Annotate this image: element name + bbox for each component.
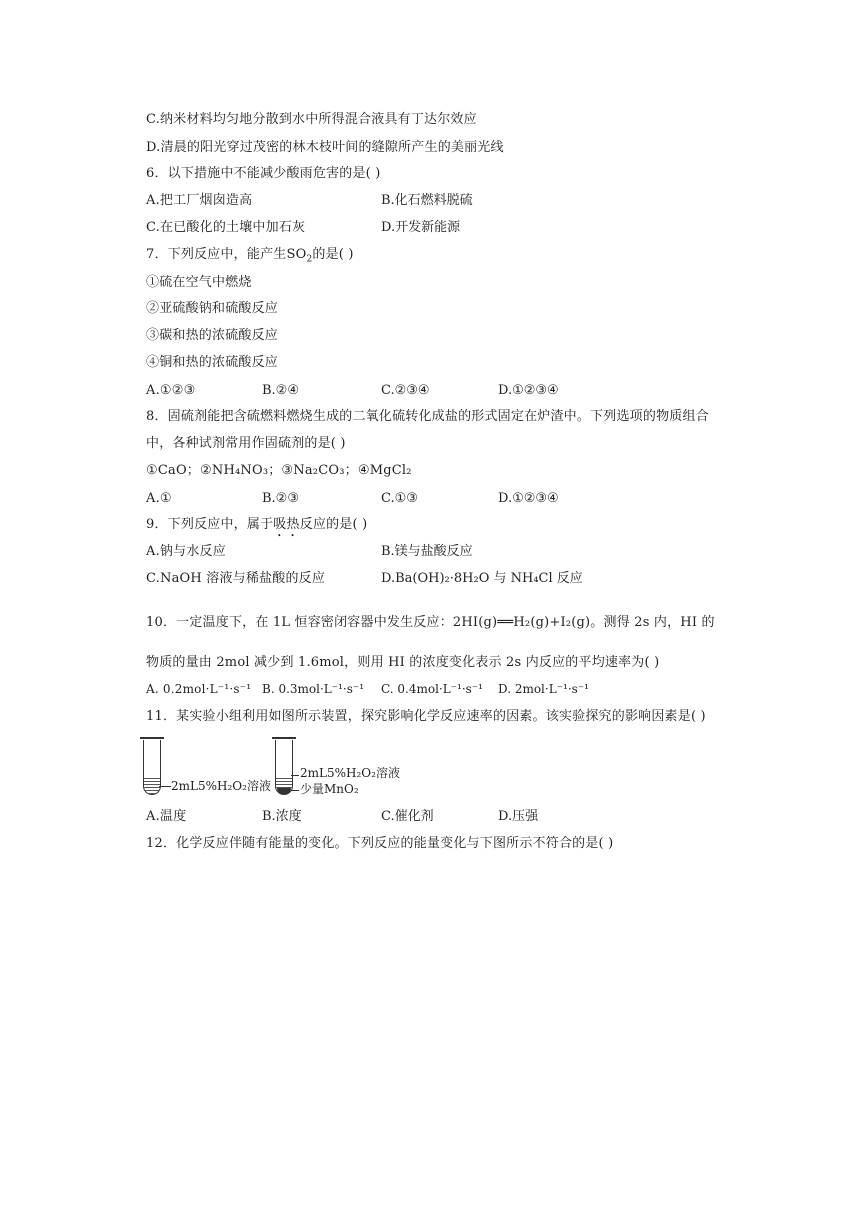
q8-option-b: B.②③ [262, 491, 299, 506]
test-tube-2-leader-1 [291, 775, 299, 776]
q6-option-c: C.在已酸化的土壤中加石灰 [146, 220, 306, 235]
q10-option-b: B. 0.3mol·L⁻¹·s⁻¹ [262, 682, 365, 696]
q9-option-d: D.Ba(OH)₂·8H₂O 与 NH₄Cl 反应 [381, 571, 583, 586]
q9-stem-post: 反应的是( ) [299, 517, 368, 532]
test-tube-1-rim [140, 737, 164, 739]
test-tube-1-label: 2mL5%H₂O₂溶液 [171, 779, 271, 793]
q9-option-c: C.NaOH 溶液与稀盐酸的反应 [146, 571, 326, 586]
q7-item-1: ①硫在空气中燃烧 [146, 275, 252, 290]
q7-stem-sub: 2 [306, 254, 313, 265]
test-tube-1-leader [159, 786, 171, 787]
q12-stem: 12．化学反应伴随有能量的变化。下列反应的能量变化与下图所示不符合的是( ) [146, 836, 614, 851]
test-tube-2-label-2: 少量MnO₂ [300, 782, 359, 796]
q9-stem-pre: 9．下列反应中，属于 [146, 517, 274, 532]
q11-option-d: D.压强 [498, 809, 539, 824]
q5-option-d: D.清晨的阳光穿过茂密的林木枝叶间的缝隙所产生的美丽光线 [146, 140, 504, 155]
q8-option-c: C.①③ [381, 491, 418, 506]
q11-option-c: C.催化剂 [381, 809, 434, 824]
q11-option-b: B.浓度 [262, 809, 302, 824]
q8-stem-line2: 中，各种试剂常用作固硫剂的是( ) [146, 436, 346, 451]
q10-option-d: D. 2mol·L⁻¹·s⁻¹ [498, 682, 589, 696]
q7-item-2: ②亚硫酸钠和硫酸反应 [146, 301, 279, 316]
q7-option-c: C.②③④ [381, 383, 430, 398]
test-tube-2-rim [272, 737, 296, 739]
test-tube-2-leader-2 [291, 790, 299, 791]
q10-stem-line2: 物质的量由 2mol 减少到 1.6mol，则用 HI 的浓度变化表示 2s 内反应的平均速率为( ) [146, 655, 660, 670]
q11-option-a: A.温度 [146, 809, 187, 824]
q7-option-a: A.①②③ [146, 383, 196, 398]
q7-stem-post: 的是( ) [312, 247, 354, 262]
q9-option-a: A.钠与水反应 [146, 544, 226, 559]
test-tube-2 [275, 740, 293, 795]
q7-option-b: B.②④ [262, 383, 299, 398]
q7-item-3: ③碳和热的浓硫酸反应 [146, 328, 279, 343]
q8-reagents: ①CaO；②NH₄NO₃；③Na₂CO₃；④MgCl₂ [146, 463, 412, 478]
test-tube-1-liquid [144, 778, 160, 794]
q7-stem [146, 246, 354, 269]
q7-option-d: D.①②③④ [498, 383, 559, 398]
q10-stem-line1: 10．一定温度下，在 1L 恒容密闭容器中发生反应：2HI(g)══H₂(g)+I₂(g)。测得 2s 内，HI 的 [146, 615, 715, 630]
q11-stem: 11．某实验小组利用如图所示装置，探究影响化学反应速率的因素。该实验探究的影响因素是( ) [146, 709, 706, 724]
q6-option-b: B.化石燃料脱硫 [381, 193, 473, 208]
test-tube-2-mno2 [277, 788, 291, 794]
q10-option-c: C. 0.4mol·L⁻¹·s⁻¹ [381, 682, 483, 696]
q6-option-a: A.把工厂烟囱造高 [146, 193, 253, 208]
q5-option-c: C.纳米材料均匀地分散到水中所得混合液具有丁达尔效应 [146, 112, 477, 127]
q9-stem-emphasis: 吸热 [273, 517, 300, 532]
q7-item-4: ④铜和热的浓硫酸反应 [146, 355, 279, 370]
q8-option-d: D.①②③④ [498, 491, 559, 506]
q9-option-b: B.镁与盐酸反应 [381, 544, 473, 559]
q8-stem-line1: 8．固硫剂能把含硫燃料燃烧生成的二氧化硫转化成盐的形式固定在炉渣中。下列选项的物质组合 [146, 409, 709, 424]
q8-option-a: A.① [146, 491, 172, 506]
q10-option-a: A. 0.2mol·L⁻¹·s⁻¹ [146, 682, 252, 696]
q6-stem: 6．以下措施中不能减少酸雨危害的是( ) [146, 166, 381, 181]
test-tube-2-label-1: 2mL5%H₂O₂溶液 [300, 766, 400, 780]
q6-option-d: D.开发新能源 [381, 220, 461, 235]
q7-stem-pre: 7．下列反应中，能产生SO [146, 247, 307, 262]
q9-stem [146, 516, 367, 540]
